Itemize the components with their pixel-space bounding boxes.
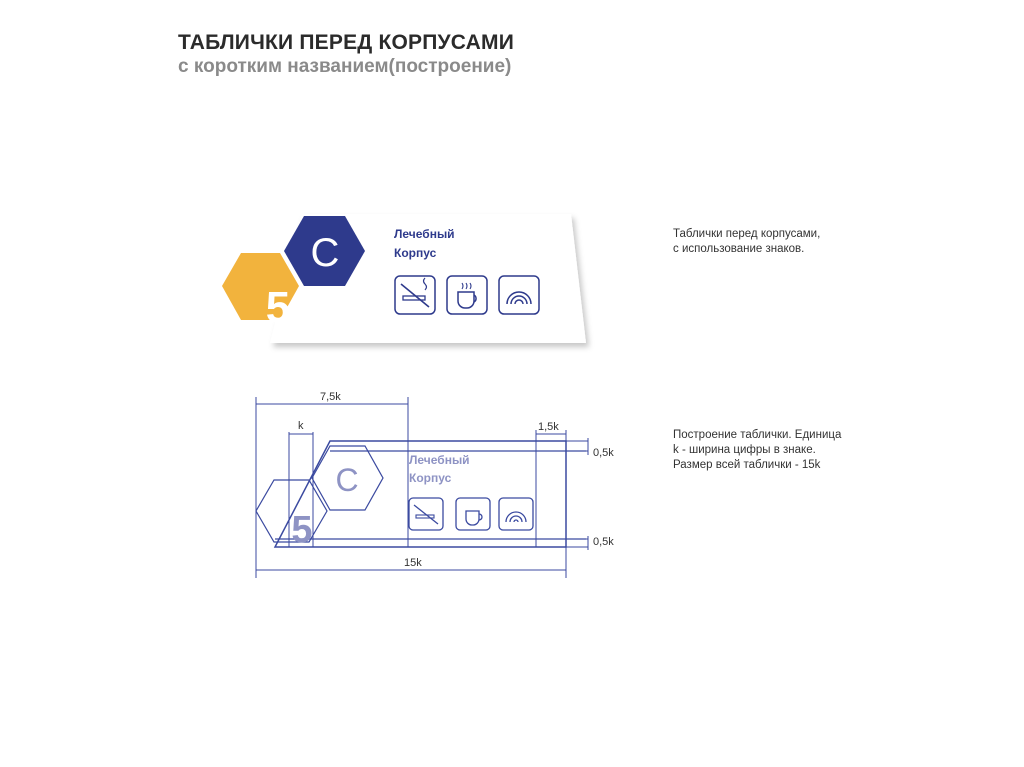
page-subtitle: с коротким названием(построение) <box>178 56 512 77</box>
note-bottom <box>673 428 841 473</box>
dim-label-k: k <box>298 420 304 432</box>
note-top-line1: Таблички перед корпусами, <box>673 228 821 240</box>
dim-label-0-5k-top: 0,5k <box>593 447 614 459</box>
construction-number: 5 <box>291 509 313 551</box>
no-smoking-icon <box>409 498 443 530</box>
page-title: ТАБЛИЧКИ ПЕРЕД КОРПУСАМИ <box>178 31 514 54</box>
dim-label-7-5k: 7,5k <box>320 391 341 403</box>
coffee-cup-icon <box>456 498 490 530</box>
dim-label-1-5k: 1,5k <box>538 421 559 433</box>
dim-label-15k: 15k <box>404 557 422 569</box>
sign-name-line1: Лечебный <box>394 227 455 241</box>
note-bottom-line1: Построение таблички. Единица <box>673 429 842 441</box>
dim-label-0-5k-bottom: 0,5k <box>593 536 614 548</box>
wifi-arc-icon <box>499 498 533 530</box>
note-bottom-line3: Размер всей таблички - 15k <box>673 459 821 471</box>
note-top-line2: с использование знаков. <box>673 243 805 255</box>
note-top <box>673 227 820 257</box>
construction-letter: C <box>335 462 359 498</box>
sign-name-line2: Корпус <box>394 246 437 260</box>
sign-letter: C <box>310 231 340 275</box>
construction-name-line2: Корпус <box>409 471 452 485</box>
sign-example <box>222 214 586 343</box>
construction-name-line1: Лечебный <box>409 453 470 467</box>
note-bottom-line2: k - ширина цифры в знаке. <box>673 444 816 456</box>
sign-number: 5 <box>265 283 291 332</box>
